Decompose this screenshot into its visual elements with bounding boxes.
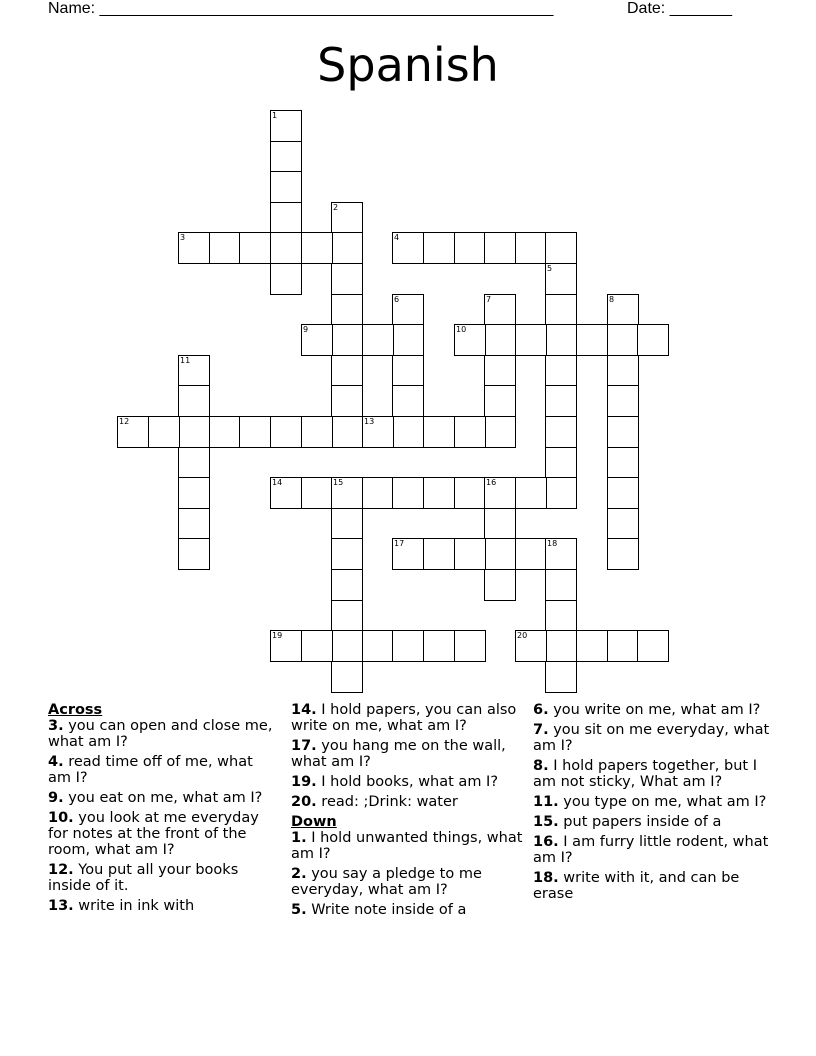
grid-cell[interactable] bbox=[484, 538, 516, 570]
clue-number: 19 bbox=[272, 631, 283, 640]
grid-cell[interactable] bbox=[392, 416, 424, 448]
clue-number: 3 bbox=[180, 233, 186, 242]
grid-cell[interactable] bbox=[454, 477, 486, 509]
grid-cell[interactable] bbox=[301, 232, 333, 264]
grid-cell[interactable] bbox=[545, 630, 577, 662]
grid-cell[interactable] bbox=[423, 538, 455, 570]
grid-cell[interactable] bbox=[331, 324, 363, 356]
grid-cell[interactable] bbox=[331, 661, 363, 693]
grid-cell[interactable] bbox=[270, 263, 302, 295]
grid-cell[interactable] bbox=[331, 508, 363, 540]
grid-cell[interactable] bbox=[637, 630, 669, 662]
grid-cell[interactable] bbox=[239, 416, 271, 448]
down-clue: 5. Write note inside of a bbox=[291, 902, 467, 918]
clue-number: 13 bbox=[364, 417, 375, 426]
grid-cell[interactable] bbox=[392, 538, 424, 570]
grid-cell[interactable] bbox=[362, 324, 394, 356]
grid-cell[interactable] bbox=[331, 538, 363, 570]
grid-cell[interactable] bbox=[607, 447, 639, 479]
across-clue: 14. I hold papers, you can also write on me, what am I? bbox=[291, 702, 517, 734]
grid-cell[interactable] bbox=[515, 232, 547, 264]
down-clue: 16. I am furry little rodent, what am I? bbox=[533, 834, 769, 866]
grid-cell[interactable] bbox=[178, 232, 210, 264]
grid-cell[interactable] bbox=[484, 355, 516, 387]
name-field-label: Name: ___________________________________________________ bbox=[48, 0, 554, 17]
grid-cell[interactable] bbox=[423, 477, 455, 509]
grid-cell[interactable] bbox=[331, 232, 363, 264]
grid-cell[interactable] bbox=[545, 661, 577, 693]
grid-cell[interactable] bbox=[392, 232, 424, 264]
grid-cell[interactable] bbox=[545, 416, 577, 448]
grid-cell[interactable] bbox=[270, 416, 302, 448]
across-clue: 12. You put all your books inside of it. bbox=[48, 862, 239, 894]
grid-cell[interactable] bbox=[607, 355, 639, 387]
grid-cell[interactable] bbox=[484, 508, 516, 540]
grid-cell[interactable] bbox=[362, 416, 394, 448]
clue-number: 4 bbox=[394, 233, 400, 242]
grid-cell[interactable] bbox=[178, 538, 210, 570]
grid-cell[interactable] bbox=[270, 232, 302, 264]
across-clue: 10. you look at me everyday for notes at the front of the room, what am I? bbox=[48, 810, 259, 858]
grid-cell[interactable] bbox=[270, 110, 302, 142]
grid-cell[interactable] bbox=[484, 232, 516, 264]
grid-cell[interactable] bbox=[545, 385, 577, 417]
down-clue: 8. I hold papers together, but I am not sticky, What am I? bbox=[533, 758, 757, 790]
grid-cell[interactable] bbox=[270, 630, 302, 662]
clue-number: 9 bbox=[303, 325, 309, 334]
grid-cell[interactable] bbox=[331, 477, 363, 509]
grid-cell[interactable] bbox=[454, 324, 486, 356]
grid-cell[interactable] bbox=[607, 416, 639, 448]
grid-cell[interactable] bbox=[178, 508, 210, 540]
grid-cell[interactable] bbox=[331, 355, 363, 387]
grid-cell[interactable] bbox=[331, 600, 363, 632]
down-clue: 6. you write on me, what am I? bbox=[533, 702, 761, 718]
down-clue: 15. put papers inside of a bbox=[533, 814, 722, 830]
across-clue: 9. you eat on me, what am I? bbox=[48, 790, 263, 806]
across-clue: 13. write in ink with bbox=[48, 898, 195, 914]
grid-cell[interactable] bbox=[239, 232, 271, 264]
across-heading: Across bbox=[48, 702, 103, 718]
across-clue: 17. you hang me on the wall, what am I? bbox=[291, 738, 506, 770]
grid-cell[interactable] bbox=[209, 232, 241, 264]
clue-number: 5 bbox=[547, 264, 553, 273]
grid-cell[interactable] bbox=[423, 630, 455, 662]
grid-cell[interactable] bbox=[331, 294, 363, 326]
grid-cell[interactable] bbox=[392, 630, 424, 662]
grid-cell[interactable] bbox=[454, 416, 486, 448]
clue-number: 14 bbox=[272, 478, 283, 487]
grid-cell[interactable] bbox=[331, 630, 363, 662]
grid-cell[interactable] bbox=[545, 232, 577, 264]
grid-cell[interactable] bbox=[178, 477, 210, 509]
grid-cell[interactable] bbox=[362, 477, 394, 509]
grid-cell[interactable] bbox=[545, 600, 577, 632]
grid-cell[interactable] bbox=[484, 477, 516, 509]
grid-cell[interactable] bbox=[148, 416, 180, 448]
grid-cell[interactable] bbox=[301, 477, 333, 509]
grid-cell[interactable] bbox=[331, 263, 363, 295]
clue-number: 10 bbox=[456, 325, 467, 334]
grid-cell[interactable] bbox=[454, 538, 486, 570]
grid-cell[interactable] bbox=[392, 294, 424, 326]
clue-number: 7 bbox=[486, 295, 492, 304]
down-clue: 11. you type on me, what am I? bbox=[533, 794, 767, 810]
grid-cell[interactable] bbox=[301, 416, 333, 448]
grid-cell[interactable] bbox=[545, 569, 577, 601]
clue-number: 16 bbox=[486, 478, 497, 487]
grid-cell[interactable] bbox=[392, 324, 424, 356]
grid-cell[interactable] bbox=[545, 538, 577, 570]
grid-cell[interactable] bbox=[178, 385, 210, 417]
grid-cell[interactable] bbox=[484, 324, 516, 356]
grid-cell[interactable] bbox=[178, 355, 210, 387]
clue-number: 2 bbox=[333, 203, 339, 212]
grid-cell[interactable] bbox=[637, 324, 669, 356]
grid-cell[interactable] bbox=[545, 324, 577, 356]
grid-cell[interactable] bbox=[515, 324, 547, 356]
grid-cell[interactable] bbox=[117, 416, 149, 448]
grid-cell[interactable] bbox=[484, 416, 516, 448]
grid-cell[interactable] bbox=[270, 202, 302, 234]
clue-number: 8 bbox=[609, 295, 615, 304]
date-field-label: Date: _______ bbox=[627, 0, 732, 17]
clue-number: 11 bbox=[180, 356, 191, 365]
puzzle-title: Spanish bbox=[317, 38, 499, 92]
clue-number: 12 bbox=[119, 417, 130, 426]
grid-cell[interactable] bbox=[331, 569, 363, 601]
clue-number: 20 bbox=[517, 631, 528, 640]
across-clue: 4. read time off of me, what am I? bbox=[48, 754, 253, 786]
clue-number: 18 bbox=[547, 539, 558, 548]
down-clue: 7. you sit on me everyday, what am I? bbox=[533, 722, 770, 754]
grid-cell[interactable] bbox=[484, 569, 516, 601]
clues-column-1 bbox=[48, 702, 278, 918]
grid-cell[interactable] bbox=[423, 416, 455, 448]
grid-cell[interactable] bbox=[331, 385, 363, 417]
clue-number: 17 bbox=[394, 539, 405, 548]
grid-cell[interactable] bbox=[576, 324, 608, 356]
grid-cell[interactable] bbox=[301, 630, 333, 662]
grid-cell[interactable] bbox=[576, 630, 608, 662]
grid-cell[interactable] bbox=[545, 477, 577, 509]
grid-cell[interactable] bbox=[484, 294, 516, 326]
grid-cell[interactable] bbox=[515, 630, 547, 662]
grid-cell[interactable] bbox=[270, 171, 302, 203]
down-heading: Down bbox=[291, 814, 337, 830]
down-clue: 2. you say a pledge to me everyday, what am I? bbox=[291, 866, 482, 898]
across-clue: 20. read: ;Drink: water bbox=[291, 794, 458, 810]
grid-cell[interactable] bbox=[607, 294, 639, 326]
grid-cell[interactable] bbox=[515, 477, 547, 509]
clue-number: 6 bbox=[394, 295, 400, 304]
grid-cell[interactable] bbox=[392, 385, 424, 417]
grid-cell[interactable] bbox=[331, 416, 363, 448]
clue-number: 15 bbox=[333, 478, 344, 487]
down-clue: 18. write with it, and can be erase bbox=[533, 870, 740, 902]
grid-cell[interactable] bbox=[301, 324, 333, 356]
grid-cell[interactable] bbox=[331, 202, 363, 234]
grid-cell[interactable] bbox=[545, 263, 577, 295]
grid-cell[interactable] bbox=[607, 630, 639, 662]
across-clue: 19. I hold books, what am I? bbox=[291, 774, 499, 790]
grid-cell[interactable] bbox=[209, 416, 241, 448]
grid-cell[interactable] bbox=[607, 508, 639, 540]
grid-cell[interactable] bbox=[178, 416, 210, 448]
clue-number: 1 bbox=[272, 111, 278, 120]
grid-cell[interactable] bbox=[545, 355, 577, 387]
grid-cell[interactable] bbox=[454, 630, 486, 662]
grid-cell[interactable] bbox=[607, 324, 639, 356]
grid-cell[interactable] bbox=[178, 447, 210, 479]
grid-cell[interactable] bbox=[423, 232, 455, 264]
clues-column-2 bbox=[291, 702, 526, 922]
grid-cell[interactable] bbox=[515, 538, 547, 570]
grid-cell[interactable] bbox=[392, 355, 424, 387]
grid-cell[interactable] bbox=[484, 385, 516, 417]
grid-cell[interactable] bbox=[362, 630, 394, 662]
grid-cell[interactable] bbox=[607, 538, 639, 570]
grid-cell[interactable] bbox=[607, 385, 639, 417]
across-clue: 3. you can open and close me, what am I? bbox=[48, 718, 273, 750]
grid-cell[interactable] bbox=[607, 477, 639, 509]
grid-cell[interactable] bbox=[270, 141, 302, 173]
down-clue: 1. I hold unwanted things, what am I? bbox=[291, 830, 523, 862]
grid-cell[interactable] bbox=[454, 232, 486, 264]
grid-cell[interactable] bbox=[270, 477, 302, 509]
grid-cell[interactable] bbox=[545, 294, 577, 326]
grid-cell[interactable] bbox=[545, 447, 577, 479]
clues-column-3 bbox=[533, 702, 778, 906]
grid-cell[interactable] bbox=[392, 477, 424, 509]
